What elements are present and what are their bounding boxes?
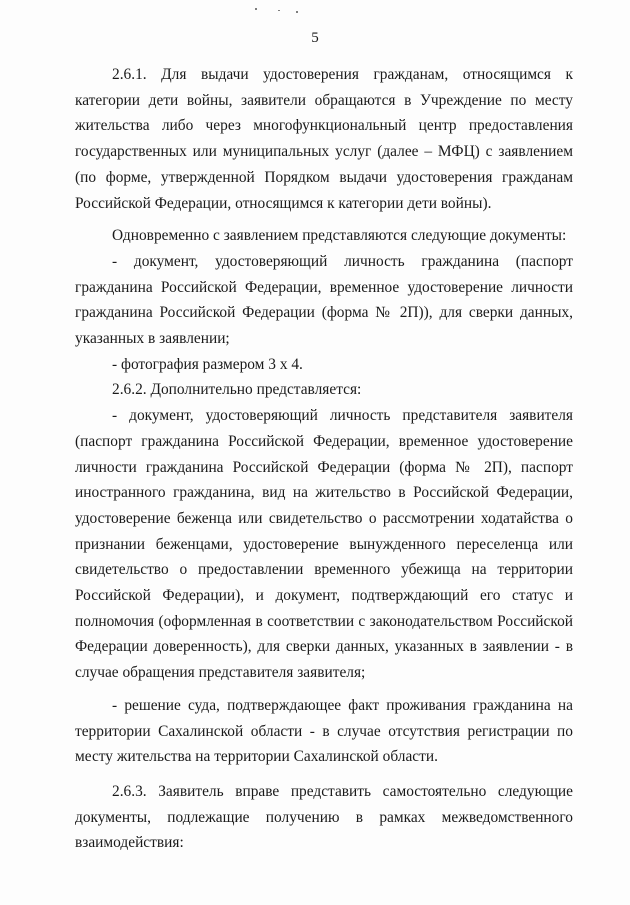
scan-speck [296,11,298,13]
paragraph-photo: - фотография размером 3 х 4. [112,355,303,373]
paragraph-court-decision: - решение суда, подтверждающее факт проживания гражданина на территории Сахалинской области - в случае отсутствия регистрации по месту жительства на территории Сахалинской области. [75,696,573,766]
paragraph-representative-document: - документ, удостоверяющий личность представителя заявителя (паспорт гражданина Российской Федерации, временное удостоверение личности гражданина Российской Федерации (форма № 2П), паспорт иностранного гражданина, вид на жительство в Российской Федерации, удостоверение беженца или свидетельство о рассмотрении ходатайства о признании беженцами, удостоверение вынужденного переселенца или свидетельство о предоставлении временного убежища на территории Российской Федерации), и документ, подтверждающий его статус и полномочия (оформленная в соответствии с законодательством Российской Федерации доверенность), для сверки данных, указанных в заявлении - в случае обращения представителя заявителя; [75,407,573,682]
scan-speck [278,10,280,11]
page-number: 5 [311,30,319,46]
document-body [75,62,573,856]
paragraph-2-6-2: 2.6.2. Дополнительно представляется: [112,381,362,399]
paragraph-documents-intro: Одновременно с заявлением представляются следующие документы: [112,227,567,245]
paragraph-identity-document: - документ, удостоверяющий личность гражданина (паспорт гражданина Российской Федерации, временное удостоверение личности гражданина Российской Федерации (форма № 2П)), для сверки данных, указанных в заявлении; [75,252,573,348]
paragraph-2-6-1: 2.6.1. Для выдачи удостоверения гражданам, относящимся к категории дети войны, заявители обращаются в Учреждение по месту жительства либо через многофункциональный центр предоставления государственных или муниципальных услуг (далее – МФЦ) с заявлением (по форме, утвержденной Порядком выдачи удостоверения гражданам Российской Федерации, относящимся к категории дети войны). [75,66,573,212]
paragraph-2-6-3: 2.6.3. Заявитель вправе представить самостоятельно следующие документы, подлежащие получению в рамках межведомственного взаимодействия: [75,782,573,852]
scan-speck [255,8,257,10]
